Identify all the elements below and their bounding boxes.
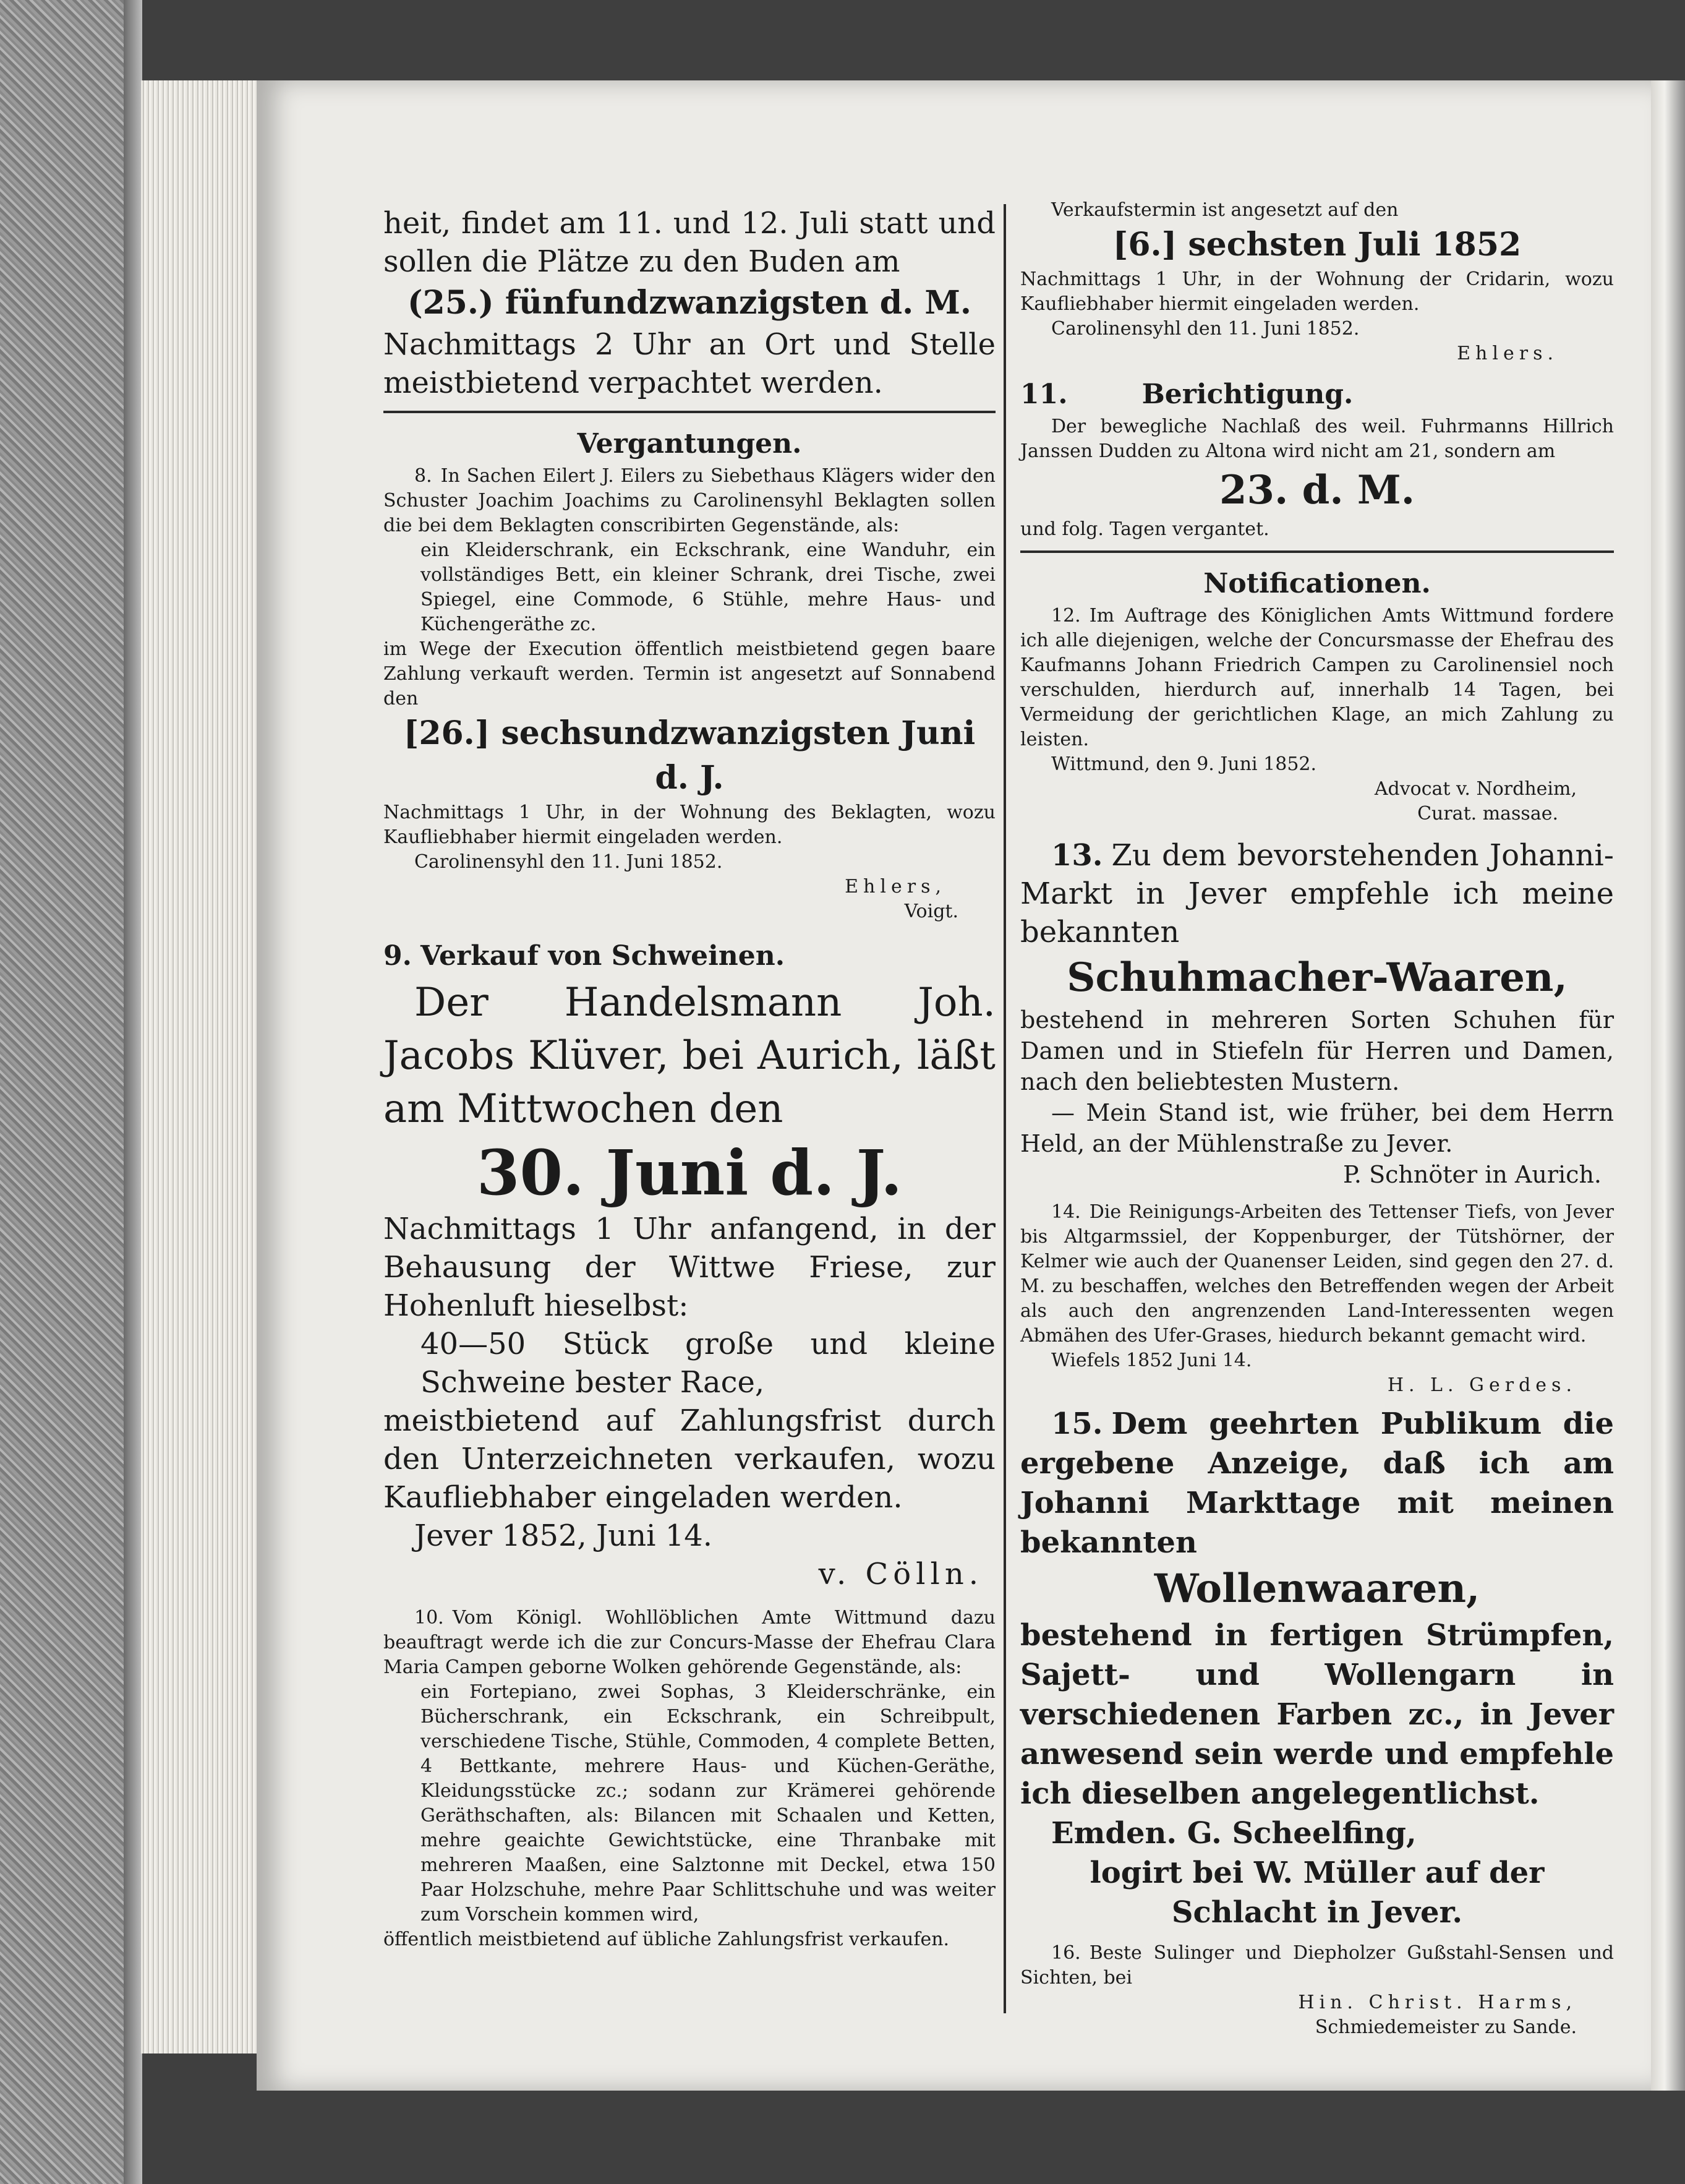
notice-8-after: Nachmittags 1 Uhr, in der Wohnung des Beklagten, wozu Kaufliebhaber hiermit eingeladen werden. (383, 802, 996, 848)
notice-8-items: ein Kleiderschrank, ein Eckschrank, eine Wanduhr, ein vollständiges Bett, ein kleiner Schrank, drei Tische, zwei Spiegel, eine Commode, 6 Stühle, mehre Haus- und Küchengeräthe zc. (420, 539, 996, 635)
notice-15-heading: Wollenwaaren, (1154, 1565, 1480, 1612)
notice-9-date: 30. Juni d. J. (476, 1136, 903, 1209)
notice-12-number: 12. (1051, 605, 1081, 627)
notice-11 (1020, 375, 1614, 542)
notice-13-intro-text: Zu dem bevorstehenden Johanni-Markt in Jever empfehle ich meine bekannten (1020, 838, 1614, 949)
notice-8 (383, 464, 996, 924)
notice-9-place: Jever 1852, Juni 14. (414, 1518, 713, 1553)
notice-8-signature-2: Voigt. (904, 901, 958, 922)
notice-9-signature: v. Cölln. (818, 1557, 983, 1591)
book-spine-shadow (124, 0, 142, 2184)
notice-14-number: 14. (1051, 1201, 1081, 1223)
notice-11-number: 11. (1020, 379, 1068, 410)
notice-14-signature: H. L. Gerdes. (1387, 1374, 1577, 1396)
continued-text: heit, findet am 11. und 12. Juli statt und sollen die Plätze zu den Buden am (383, 206, 996, 279)
notice-16-signature: Hin. Christ. Harms, (1298, 1992, 1577, 2013)
notice-14-body-text: Die Reinigungs-Arbeiten des Tettenser Tiefs, von Jever bis Altgarmssiel, der Koppenburger, der Tütshörner, der Kelmer wie auch der Quanenser Leiden, sind gegen den 27. d. M. zu beschaffen, welches den Betreffenden wegen der Arbeit als auch den angrenzenden Land-Interessenten wegen Abmähen des Ufer-Grases, hiedurch bekannt gemacht wird. (1020, 1201, 1614, 1347)
notice-12-body-text: Im Auftrage des Königlichen Amts Wittmund fordere ich alle diejenigen, welche der Concursmasse der Ehefrau des Kaufmanns Johann Friedrich Campen zu Carolinensiel noch verschulden, hierdurch auf, innerhalb 14 Tagen, bei Vermeidung der gerichtlichen Klage, an mich Zahlung zu leisten. (1020, 605, 1614, 750)
left-column (383, 204, 996, 1952)
section-heading-vergantungen: Vergantungen. (577, 428, 802, 460)
notice-8-date: [26.] sechsundzwanzigsten Juni d. J. (403, 714, 976, 797)
notice-15 (1020, 1404, 1614, 1932)
notice-16 (1020, 1941, 1614, 2040)
notice-9-heading-line (383, 936, 996, 976)
notice-11-body: Der bewegliche Nachlaß des weil. Fuhrmanns Hillrich Janssen Dudden zu Altona wird nicht am 21, sondern am (1020, 416, 1614, 462)
notice-16-number: 16. (1051, 1942, 1081, 1964)
continued-end: Nachmittags 2 Uhr an Ort und Stelle meistbietend verpachtet werden. (383, 327, 996, 400)
notice-9-heading: Verkauf von Schweinen. (420, 940, 785, 972)
notice-11-date: 23. d. M. (1219, 467, 1415, 513)
notice-12-body (1020, 604, 1614, 752)
notice-10 (383, 1606, 996, 1952)
right-column (1020, 198, 1614, 2040)
notice-16-body (1020, 1941, 1614, 1990)
continued-right-body: Nachmittags 1 Uhr, in der Wohnung der Cridarin, wozu Kaufliebhaber hiermit eingeladen werden. (1020, 268, 1614, 315)
notice-16-body-text: Beste Sulinger und Diepholzer Gußstahl-Sensen und Sichten, bei (1020, 1942, 1614, 1989)
notice-9-body-2: 40—50 Stück große und kleine Schweine bester Race, (420, 1327, 996, 1400)
notice-12-signature-2: Curat. massae. (1417, 803, 1558, 824)
continued-right-signature: Ehlers. (1457, 343, 1558, 364)
section-rule (383, 411, 996, 413)
notice-11-end: und folg. Tagen vergantet. (1020, 518, 1269, 540)
notice-14-body (1020, 1200, 1614, 1348)
facing-page-edge (1651, 80, 1685, 2091)
notice-12 (1020, 604, 1614, 826)
notice-13-intro (1020, 836, 1614, 951)
continued-right-place: Carolinensyhl den 11. Juni 1852. (1051, 318, 1360, 340)
notice-16-signature-2: Schmiedemeister zu Sande. (1315, 2016, 1577, 2038)
section-rule-right (1020, 550, 1614, 553)
notice-15-intro-text: Dem geehrten Publikum die ergebene Anzeige, daß ich am Johanni Markttage mit meinen bekannten (1020, 1407, 1614, 1560)
notice-10-intro (383, 1606, 996, 1680)
continued-right-text: Verkaufstermin ist angesetzt auf den (1051, 199, 1399, 221)
notice-13 (1020, 836, 1614, 1190)
notice-14 (1020, 1200, 1614, 1398)
notice-10-end: öffentlich meistbietend auf übliche Zahlungsfrist verkaufen. (383, 1929, 950, 1950)
notice-9-body-1: Nachmittags 1 Uhr anfangend, in der Behausung der Wittwe Friese, zur Hohenluft hieselbst: (383, 1212, 996, 1323)
notice-13-body: bestehend in mehreren Sorten Schuhen für Damen und in Stiefeln für Herren und Damen, nach den beliebtesten Mustern. (1020, 1006, 1614, 1095)
continued-date: (25.) fünfundzwanzigsten d. M. (407, 284, 972, 322)
notice-9-body-3: meistbietend auf Zahlungsfrist durch den Unterzeichneten verkaufen, wozu Kaufliebhaber eingeladen werden. (383, 1403, 996, 1515)
notice-12-signature: Advocat v. Nordheim, (1374, 778, 1577, 800)
notice-9-number: 9. (383, 940, 412, 972)
notice-13-heading: Schuhmacher-Waaren, (1067, 954, 1568, 1001)
notice-8-place: Carolinensyhl den 11. Juni 1852. (414, 851, 723, 873)
notice-8-end: im Wege der Execution öffentlich meistbietend gegen baare Zahlung verkauft werden. Termin ist angesetzt auf Sonnabend den (383, 638, 996, 709)
notice-8-intro (383, 464, 996, 538)
notice-15-number: 15. (1051, 1407, 1103, 1441)
book-cover-edge (0, 0, 141, 2184)
notice-8-number: 8. (414, 465, 432, 487)
notice-15-signature: Emden. G. Scheelfing, (1051, 1816, 1417, 1851)
notice-9 (383, 936, 996, 1593)
notice-10-items: ein Fortepiano, zwei Sophas, 3 Kleiderschränke, ein Bücherschrank, ein Eckschrank, ein Schreibpult, verschiedene Tische, Stühle, Commoden, 4 complete Betten, 4 Bettkante, mehrere Haus- und Küchen-Geräthe, Kleidungsstücke zc.; sodann zur Krämerei gehörende Geräthschaften, als: Bilancen mit Schaalen und Ketten, mehre geaichte Gewichtstücke, eine Thranbake mit mehreren Maaßen, eine Salztonne mit Deckel, etwa 150 Paar Holzschuhe, mehre Paar Schlittschuhe und was weiter zum Vorschein kommen wird, (420, 1681, 996, 1925)
column-divider (1004, 204, 1006, 2013)
notice-15-signature-2: logirt bei W. Müller auf der Schlacht in Jever. (1090, 1856, 1545, 1930)
section-heading-notificationen: Notificationen. (1203, 568, 1431, 599)
notice-9-intro: Der Handelsmann Joh. Jacobs Klüver, bei Aurich, läßt am Mittwochen den (383, 980, 996, 1132)
notice-12-place: Wittmund, den 9. Juni 1852. (1051, 753, 1317, 775)
notice-13-number: 13. (1051, 838, 1103, 873)
notice-11-heading: Berichtigung. (1141, 379, 1354, 410)
notice-10-number: 10. (414, 1607, 444, 1629)
notice-13-signature: P. Schnöter in Aurich. (1343, 1161, 1602, 1188)
continued-right-date: [6.] sechsten Juli 1852 (1112, 226, 1522, 263)
notice-13-body-2: — Mein Stand ist, wie früher, bei dem Herrn Held, an der Mühlenstraße zu Jever. (1020, 1099, 1614, 1157)
notice-11-heading-line (1020, 375, 1614, 414)
notice-8-signature: Ehlers, (845, 876, 946, 897)
notice-15-body: bestehend in fertigen Strümpfen, Sajett- und Wollengarn in verschiedenen Farben zc., in Jever anwesend sein werde und empfehle ich dieselben angelegentlichst. (1020, 1618, 1614, 1811)
notice-10-intro-text: Vom Königl. Wohllöblichen Amte Wittmund dazu beauftragt werde ich die zur Concurs-Masse der Ehefrau Clara Maria Campen geborne Wolken gehörende Gegenstände, als: (383, 1607, 996, 1678)
notice-15-intro (1020, 1404, 1614, 1562)
page-stack-edge (141, 80, 265, 2053)
notice-8-intro-text: In Sachen Eilert J. Eilers zu Siebethaus Klägers wider den Schuster Joachim Joachims zu Carolinensyhl Beklagten sollen die bei dem Beklagten conscribirten Gegenstände, als: (383, 465, 996, 536)
notice-14-place: Wiefels 1852 Juni 14. (1051, 1350, 1252, 1371)
